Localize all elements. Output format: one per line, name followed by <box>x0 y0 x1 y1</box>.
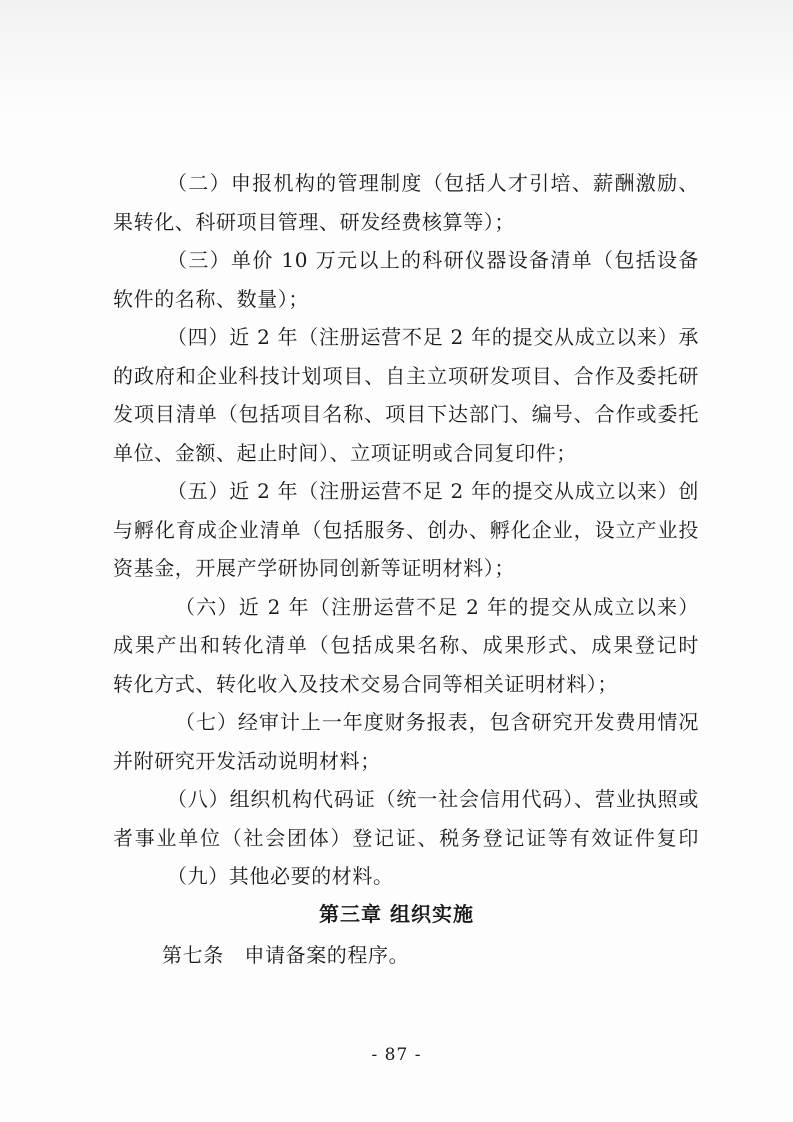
list-item-3-line-2: 软件的名称、数量）； <box>113 286 309 311</box>
list-item-2-line-2: 果转化、科研项目管理、研发经费核算等）； <box>113 209 515 234</box>
body-text <box>113 164 699 896</box>
list-item-4-line-2: 的政府和企业科技计划项目、自主立项研发项目、合作及委托研 <box>113 363 699 388</box>
list-item-9-line-1: （九）其他必要的材料。 <box>167 864 394 888</box>
chapter-heading: 第三章 组织实施 <box>319 902 474 926</box>
list-item-4-line-4: 单位、金额、起止时间）、立项证明或合同复印件； <box>113 440 577 465</box>
list-item-7-line-2: 并附研究开发活动说明材料； <box>113 748 381 773</box>
list-item-5-line-3: 资基金，开展产学研协同创新等证明材料）； <box>113 556 515 580</box>
list-item-2-line-1: （二）申报机构的管理制度（包括人才引培、薪酬激励、 <box>167 171 699 195</box>
list-item-8-line-1: （八）组织机构代码证（统一社会信用代码）、营业执照或 <box>167 787 699 811</box>
list-item-7-line-1: （七）经审计上一年度财务报表，包含研究开发费用情况 <box>175 710 699 734</box>
page-number: - 87 - <box>371 1045 422 1065</box>
list-item-5-line-2: 与孵化育成企业清单（包括服务、创办、孵化企业，设立产业投 <box>113 517 699 542</box>
list-item-4-line-1: （四）近 2 年（注册运营不足 2 年的提交从成立以来）承 <box>167 325 699 349</box>
list-item-5-line-1: （五）近 2 年（注册运营不足 2 年的提交从成立以来）创 <box>167 479 699 503</box>
list-item-6-line-1: （六）近 2 年（注册运营不足 2 年的提交从成立以来） <box>175 594 699 619</box>
list-item-3-line-1: （三）单价 10 万元以上的科研仪器设备清单（包括设备 <box>167 248 699 272</box>
article-line: 第七条 申请备案的程序。 <box>162 943 410 967</box>
scan-shading <box>0 0 793 120</box>
list-item-8-line-2: 者事业单位（社会团体）登记证、税务登记证等有效证件复印 <box>113 825 699 850</box>
list-item-6-line-3: 转化方式、转化收入及技术交易合同等相关证明材料）； <box>113 671 618 696</box>
list-item-4-line-3: 发项目清单（包括项目名称、项目下达部门、编号、合作或委托 <box>113 402 699 426</box>
list-item-6-line-2: 成果产出和转化清单（包括成果名称、成果形式、成果登记时 <box>113 633 699 657</box>
